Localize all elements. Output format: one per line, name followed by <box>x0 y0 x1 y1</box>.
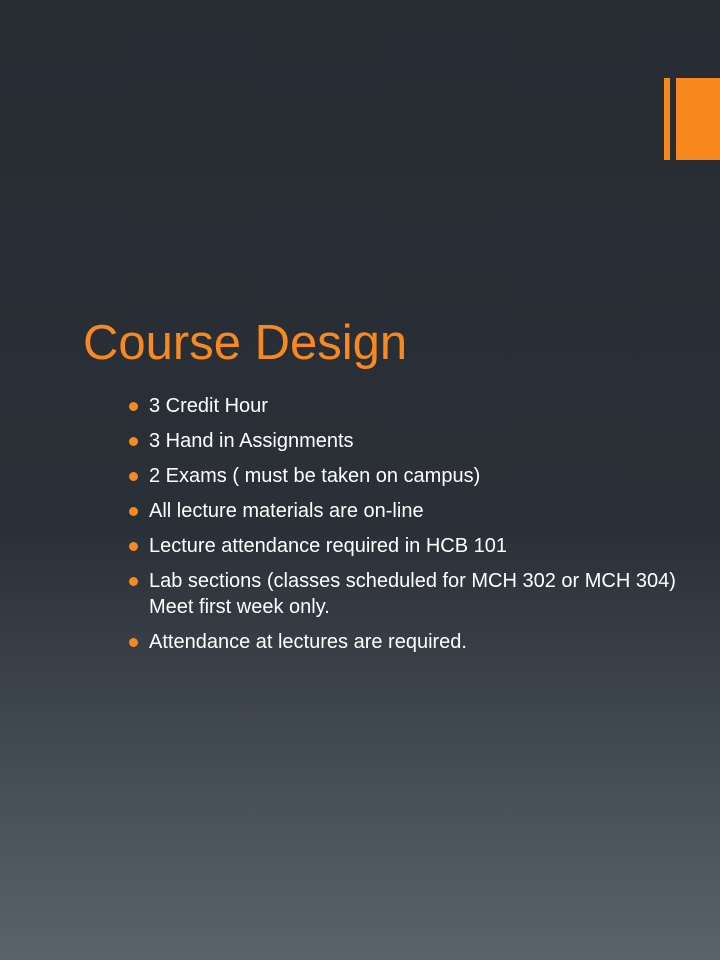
bullet-icon <box>129 507 138 516</box>
list-item-text: Lecture attendance required in HCB 101 <box>149 535 508 557</box>
list-item-text: 3 Hand in Assignments <box>149 430 354 452</box>
list-item <box>129 533 689 559</box>
bullet-icon <box>129 638 138 647</box>
list-item-text: 3 Credit Hour <box>149 395 268 417</box>
list-item <box>129 463 689 489</box>
bullet-icon <box>129 542 138 551</box>
list-item <box>129 393 689 419</box>
list-item <box>129 629 689 655</box>
bullet-list <box>129 393 689 664</box>
accent-bar-thick <box>676 78 720 160</box>
accent-bar-thin <box>664 78 670 160</box>
list-item <box>129 428 689 454</box>
slide-title: Course Design <box>83 316 408 370</box>
bullet-icon <box>129 577 138 586</box>
list-item-text: 2 Exams ( must be taken on campus) <box>149 465 481 487</box>
bullet-icon <box>129 402 138 411</box>
bullet-icon <box>129 437 138 446</box>
list-item <box>129 498 689 524</box>
list-item-text: All lecture materials are on-line <box>149 500 424 522</box>
list-item-text: Lab sections (classes scheduled for MCH 302 or MCH 304) Meet first week only. <box>149 570 676 618</box>
list-item-text: Attendance at lectures are required. <box>149 631 467 653</box>
bullet-icon <box>129 472 138 481</box>
list-item <box>129 568 689 620</box>
